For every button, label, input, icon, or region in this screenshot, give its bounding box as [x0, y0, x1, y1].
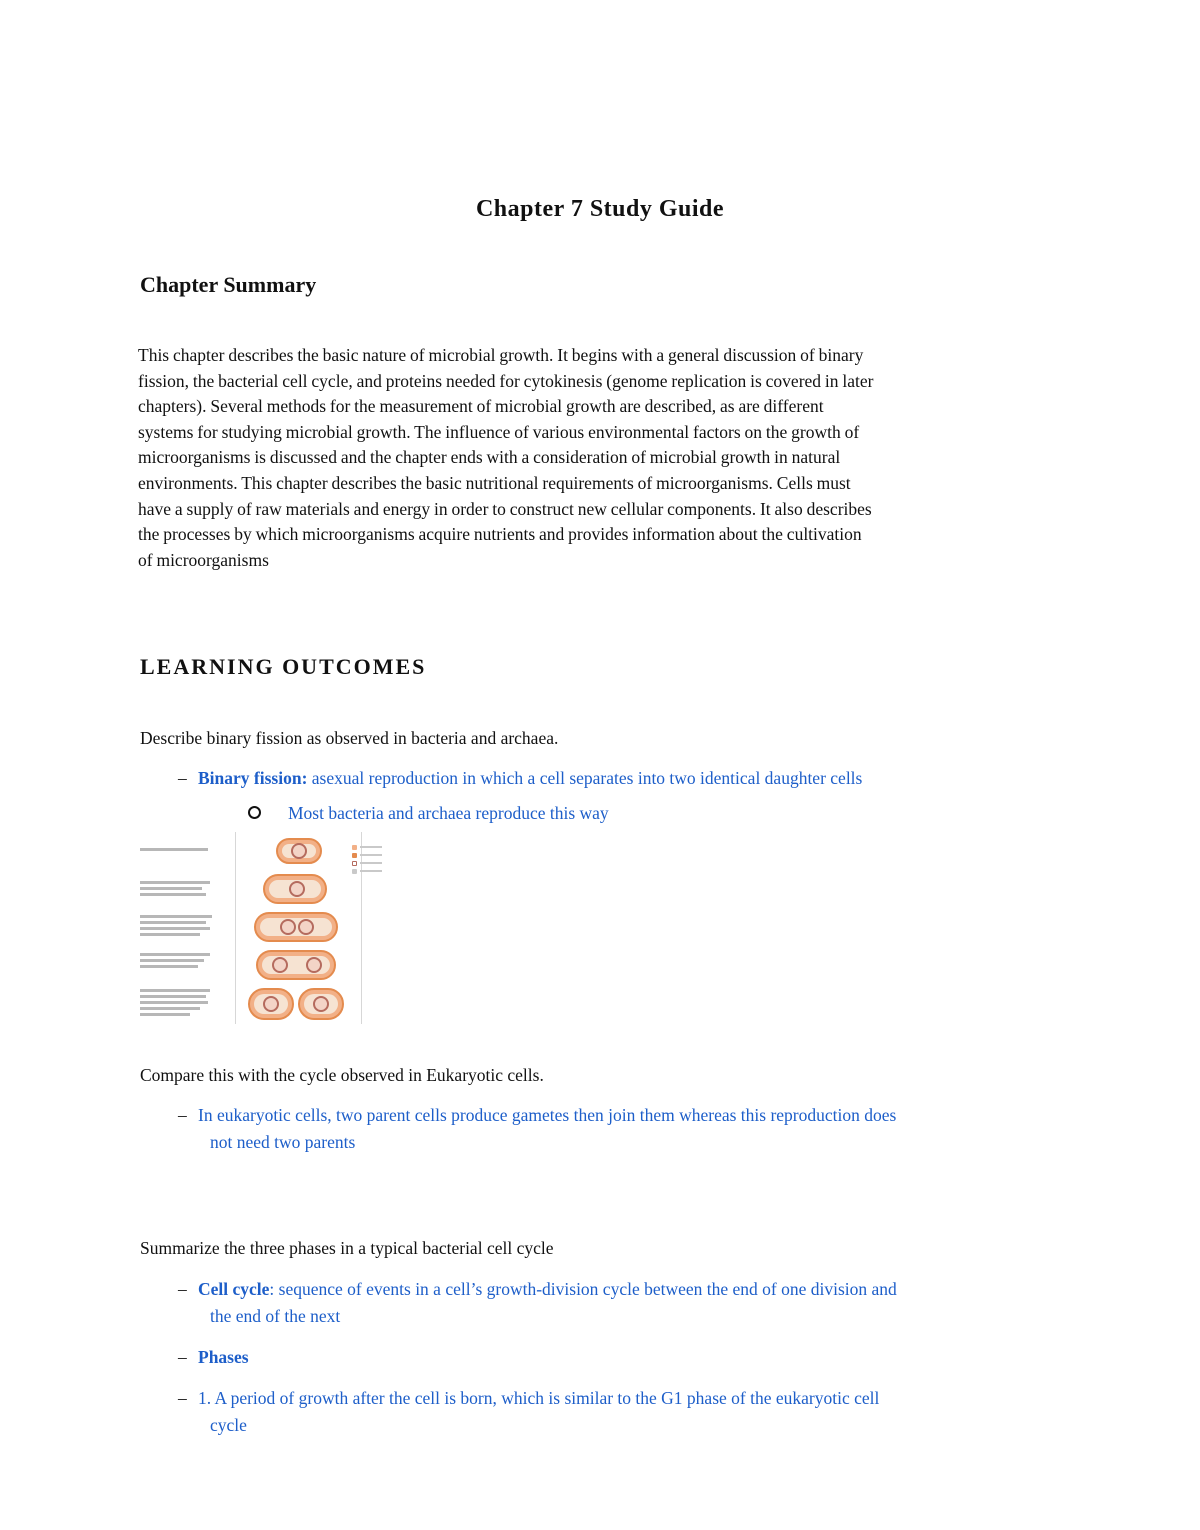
bullet-line: not need two parents: [210, 1132, 356, 1152]
dash-bullet: –: [178, 1388, 187, 1408]
dash-bullet: –: [178, 1279, 187, 1299]
summary-line: This chapter describes the basic nature of microbial growth. It begins with a general discussion of binary: [138, 345, 864, 365]
bullet-line: In eukaryotic cells, two parent cells produce gametes then join them whereas this reproduction does: [198, 1105, 897, 1125]
summary-line: of microorganisms: [138, 549, 269, 570]
cell-stage-4: [256, 950, 336, 980]
bullet-phases: [178, 1344, 1068, 1371]
figure-legend: [352, 844, 382, 876]
summary-line: the processes by which microorganisms acquire nutrients and provides information about the cultivation: [138, 524, 862, 545]
sub-bullet-most-bacteria: [248, 803, 609, 824]
nucleoid-icon: [306, 957, 322, 973]
summary-line: environments. This chapter describes the basic nutritional requirements of microorganisms. Cells must: [138, 472, 851, 493]
figure-step-captions: [138, 832, 230, 1024]
nucleoid-icon: [272, 957, 288, 973]
sub-bullet-text: Most bacteria and archaea reproduce this way: [288, 803, 609, 823]
summary-line: fission, the bacterial cell cycle, and proteins needed for cytokinesis (genome replication is covered in later: [138, 370, 874, 391]
bullet-line: cycle: [210, 1415, 247, 1435]
summary-heading: Chapter Summary: [140, 272, 317, 297]
definition-cell-cycle: : sequence of events in a cell’s growth-division cycle between the end of one division and: [269, 1279, 897, 1299]
outcome-question-cell-cycle: Summarize the three phases in a typical bacterial cell cycle: [140, 1238, 554, 1258]
nucleoid-icon: [289, 881, 305, 897]
bullet-line: 1. A period of growth after the cell is born, which is similar to the G1 phase of the eukaryotic cell: [198, 1388, 880, 1408]
bullet-phase-1: [178, 1385, 1068, 1439]
cell-division-stages: [238, 832, 368, 1024]
nucleoid-icon: [298, 919, 314, 935]
summary-line: chapters). Several methods for the measurement of microbial growth are described, as are different: [138, 396, 824, 417]
bullet-eukaryotic-comparison: [178, 1102, 1068, 1156]
cell-stage-2: [263, 874, 327, 904]
dash-bullet: –: [178, 1105, 187, 1125]
document-title: Chapter 7 Study Guide: [475, 196, 725, 222]
summary-paragraph: [138, 343, 1060, 573]
cell-stage-1: [276, 838, 322, 864]
bullet-line: the end of the next: [210, 1306, 341, 1326]
daughter-cell-right: [298, 988, 344, 1020]
summary-line: microorganisms is discussed and the chapter ends with a consideration of microbial growth in natural: [138, 447, 841, 468]
binary-fission-figure: [138, 832, 398, 1024]
definition-binary-fission: asexual reproduction in which a cell separates into two identical daughter cells: [307, 768, 863, 788]
term-phases: Phases: [198, 1347, 249, 1367]
daughter-cell-left: [248, 988, 294, 1020]
term-cell-cycle: Cell cycle: [198, 1279, 270, 1299]
dash-bullet: –: [178, 1347, 187, 1367]
nucleoid-icon: [280, 919, 296, 935]
dash-bullet: –: [178, 768, 187, 788]
learning-outcomes-heading: LEARNING OUTCOMES: [140, 654, 427, 679]
term-binary-fission: Binary fission:: [198, 768, 308, 788]
cell-stage-3: [254, 912, 338, 942]
nucleoid-icon: [263, 996, 279, 1012]
nucleoid-icon: [291, 843, 307, 859]
circle-bullet-icon: [248, 806, 261, 819]
summary-line: have a supply of raw materials and energy in order to construct new cellular components. It also describes: [138, 498, 872, 519]
nucleoid-icon: [313, 996, 329, 1012]
outcome-question-binary-fission: Describe binary fission as observed in bacteria and archaea.: [140, 728, 559, 748]
outcome-question-eukaryotic: Compare this with the cycle observed in Eukaryotic cells.: [140, 1065, 544, 1085]
bullet-binary-fission: [178, 765, 1068, 792]
bullet-cell-cycle: [178, 1276, 1068, 1330]
summary-line: systems for studying microbial growth. The influence of various environmental factors on the growth of: [138, 421, 860, 442]
